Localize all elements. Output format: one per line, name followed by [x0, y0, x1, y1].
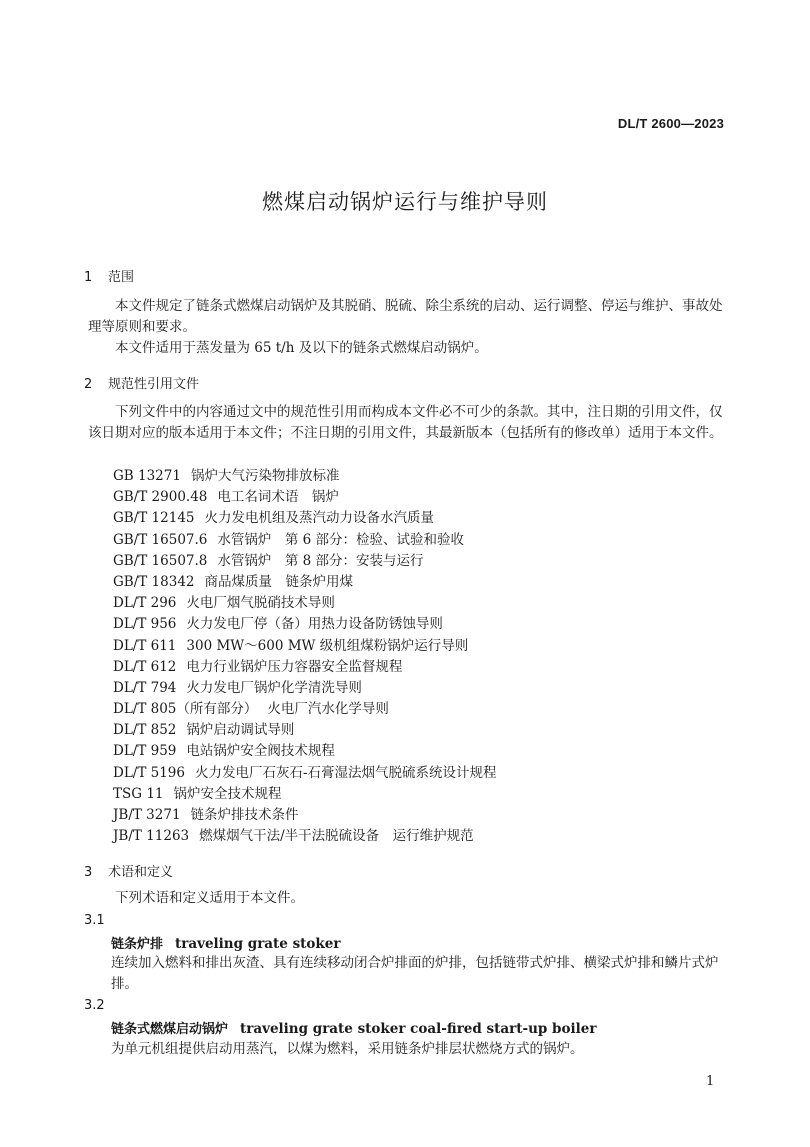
section-3-heading	[84, 861, 173, 880]
term-en: traveling grate stoker	[175, 936, 341, 952]
term-heading	[111, 933, 340, 952]
reference-title: 电工名词术语 锅炉	[217, 489, 339, 506]
reference-item	[113, 466, 497, 487]
reference-title: 火电厂汽水化学导则	[267, 701, 389, 718]
reference-code: JB/T 11263	[113, 828, 190, 845]
reference-item	[113, 487, 497, 508]
reference-list	[113, 466, 497, 847]
section-title: 规范性引用文件	[108, 377, 200, 392]
term-definition: 为单元机组提供启动用蒸汽，以煤为燃料，采用链条炉排层状燃烧方式的锅炉。	[111, 1041, 584, 1057]
reference-title: 火力发电厂锅炉化学清洗导则	[186, 679, 362, 696]
section-number: 2	[84, 377, 93, 392]
reference-code: GB/T 18342	[113, 573, 195, 590]
reference-code: GB/T 2900.48	[113, 489, 208, 506]
term-definition: 连续加入燃料和排出灰渣、具有连续移动闭合炉排面的炉排，包括链带式炉排、横梁式炉排和鳞片式炉排。	[111, 955, 719, 992]
reference-code: GB/T 12145	[113, 510, 195, 527]
reference-item	[113, 530, 497, 551]
section-1-heading	[84, 266, 134, 285]
reference-code: GB/T 16507.8	[113, 552, 208, 569]
reference-item	[113, 763, 497, 784]
reference-code: DL/T 794	[113, 679, 177, 696]
reference-code: DL/T 5196	[113, 764, 185, 781]
reference-code: DL/T 852	[113, 722, 177, 739]
reference-title: 电力行业锅炉压力容器安全监督规程	[186, 658, 403, 675]
reference-item	[113, 636, 497, 657]
section-number: 3	[84, 865, 93, 880]
reference-title: 锅炉安全技术规程	[173, 785, 282, 802]
reference-code: JB/T 3271	[113, 807, 181, 823]
section-number: 1	[84, 270, 93, 285]
term-number: 3.1	[84, 913, 105, 928]
reference-code: DL/T 611	[113, 637, 177, 654]
section-2-heading	[84, 373, 199, 392]
term-heading	[111, 1018, 596, 1037]
reference-code: TSG 11	[113, 785, 164, 802]
reference-item	[113, 720, 497, 741]
reference-title: 商品煤质量 链条炉用煤	[204, 573, 353, 590]
reference-code: DL/T 956	[113, 616, 177, 633]
reference-title: 燃煤烟气干法/半干法脱硫设备 运行维护规范	[199, 828, 474, 845]
document-title: 燃煤启动锅炉运行与维护导则	[262, 190, 548, 214]
section-title: 范围	[108, 270, 135, 285]
reference-title: 火电厂烟气脱硝技术导则	[186, 595, 335, 612]
reference-title: 锅炉大气污染物排放标准	[190, 468, 340, 484]
reference-code: DL/T 296	[113, 595, 177, 612]
reference-title: 火力发电厂石灰石-石膏湿法烟气脱硫系统设计规程	[195, 764, 497, 781]
reference-code: GB/T 16507.6	[113, 531, 208, 548]
term-zh: 链条式燃煤启动锅炉	[111, 1022, 229, 1037]
scope-paragraph-2: 本文件适用于蒸发量为 65 t/h 及以下的链条式燃煤启动锅炉。	[115, 340, 488, 356]
reference-code: DL/T 612	[113, 658, 177, 675]
reference-code: DL/T 959	[113, 743, 177, 760]
reference-code: DL/T 805（所有部分）	[113, 701, 258, 718]
reference-title: 水管锅炉 第 8 部分：安装与运行	[217, 552, 424, 569]
reference-item	[113, 741, 497, 762]
reference-title: 300 MW～600 MW 级机组煤粉锅炉运行导则	[186, 637, 469, 654]
reference-item	[113, 508, 497, 529]
reference-item	[113, 826, 497, 847]
reference-title: 火力发电机组及蒸汽动力设备水汽质量	[204, 510, 434, 527]
term-number: 3.2	[84, 998, 105, 1013]
reference-item	[113, 699, 497, 720]
reference-title: 链条炉排技术条件	[190, 807, 299, 823]
reference-item	[113, 572, 497, 593]
reference-item	[113, 593, 497, 614]
reference-item	[113, 678, 497, 699]
scope-paragraph-1: 本文件规定了链条式燃煤启动锅炉及其脱硝、脱硫、除尘系统的启动、运行调整、停运与维护、事故处理等原则和要求。	[88, 298, 723, 335]
section-title: 术语和定义	[108, 865, 174, 880]
reference-item	[113, 551, 497, 572]
reference-item	[113, 805, 497, 826]
references-intro: 下列文件中的内容通过文中的规范性引用而构成本文件必不可少的条款。其中，注日期的引用文件，仅该日期对应的版本适用于本文件；不注日期的引用文件，其最新版本（包括所有的修改单）适用于本文件。	[88, 404, 723, 441]
reference-title: 锅炉启动调试导则	[186, 722, 295, 739]
reference-code: GB 13271	[113, 468, 181, 484]
term-en: traveling grate stoker coal-fired start-up boiler	[240, 1021, 597, 1037]
term-zh: 链条炉排	[111, 937, 164, 952]
terms-intro: 下列术语和定义适用于本文件。	[115, 890, 304, 906]
reference-title: 水管锅炉 第 6 部分：检验、试验和验收	[217, 531, 465, 548]
reference-title: 电站锅炉安全阀技术规程	[186, 743, 335, 760]
page-number: 1	[706, 1074, 715, 1089]
document-code: DL/T 2600—2023	[617, 116, 724, 131]
reference-title: 火力发电厂停（备）用热力设备防锈蚀导则	[186, 616, 443, 633]
reference-item	[113, 614, 497, 635]
reference-item	[113, 657, 497, 678]
reference-item	[113, 784, 497, 805]
